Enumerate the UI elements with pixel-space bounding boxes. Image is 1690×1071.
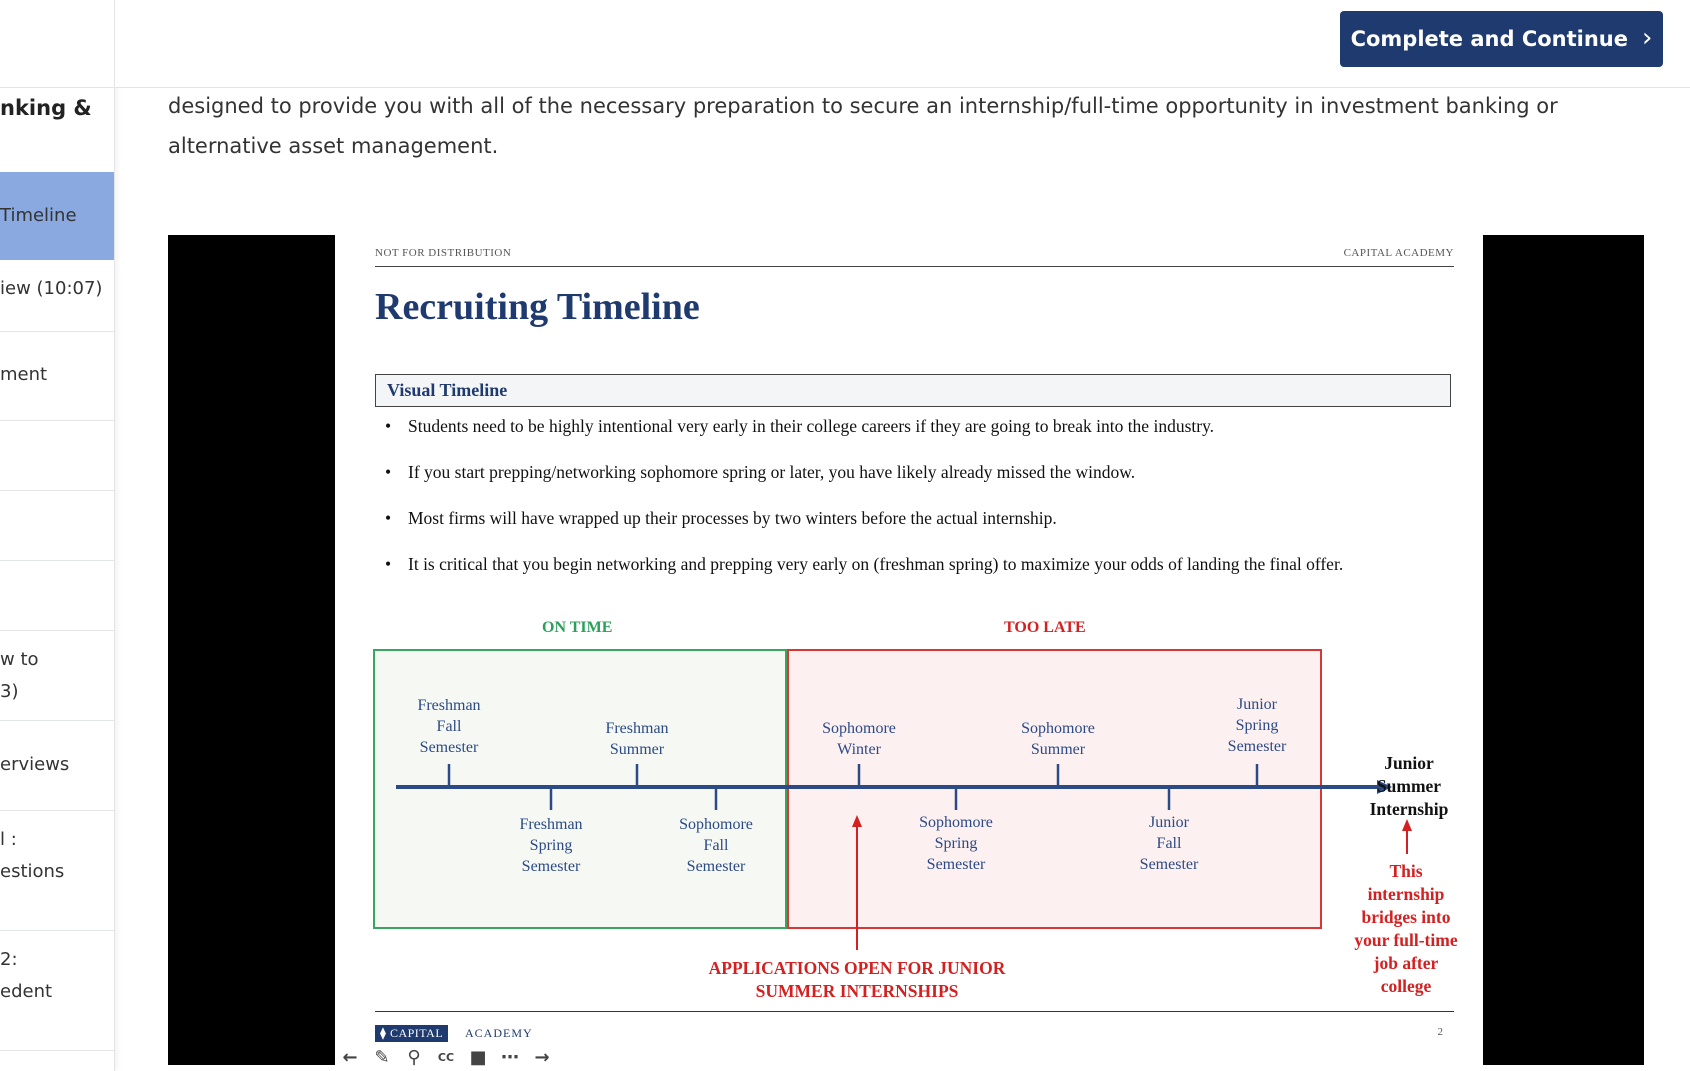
bullet-text: Students need to be highly intentional very early in their college careers if they are going to break into the industry. [408, 416, 1215, 436]
bullet-text: If you start prepping/networking sophomore spring or later, you have likely already missed the window. [408, 462, 1136, 482]
timeline-label-freshman-fall: Freshman Fall Semester [417, 697, 481, 756]
footer-divider [375, 1011, 1454, 1012]
timeline-label-sophomore-spring: Sophomore Spring Semester [919, 814, 993, 873]
sidebar-lesson-item[interactable] [0, 490, 114, 561]
slide-title: Recruiting Timeline [375, 286, 700, 328]
internship-bridge-note: This internship bridges into your full-time job after college [1354, 861, 1458, 996]
complete-and-continue-button[interactable] [1340, 11, 1663, 67]
pen-icon[interactable]: ✎ [374, 1046, 390, 1068]
slide-header-right: CAPITAL ACADEMY [1343, 247, 1454, 259]
sidebar-header [0, 0, 114, 88]
sidebar-lesson-item[interactable] [0, 630, 114, 721]
sidebar-lesson-item[interactable] [0, 810, 114, 931]
bullet-dot: • [385, 462, 392, 482]
timeline-label-junior-spring: Junior Spring Semester [1227, 696, 1287, 755]
sidebar-lesson-label: Timeline [0, 205, 77, 226]
sidebar-lesson-label: 3) [0, 681, 19, 702]
lesson-intro-text: designed to provide you with all of the necessary preparation to secure an internship/full-time opportunity in investment banking or alternative asset management. [168, 94, 1558, 158]
bullet-dot: • [385, 416, 392, 436]
footer-logo-suffix: ACADEMY [465, 1026, 533, 1040]
sidebar-lesson-item[interactable] [0, 720, 114, 811]
sidebar-lesson-label: iew (10:07) [0, 278, 103, 299]
sidebar-lesson-item[interactable] [0, 330, 114, 421]
sidebar-lesson-item[interactable] [0, 560, 114, 631]
complete-and-continue-label: Complete and Continue [1350, 27, 1628, 51]
sidebar-lesson-item[interactable] [0, 247, 114, 332]
junior-summer-internship-label: Junior Summer Internship [1369, 753, 1449, 819]
sidebar-lesson-label: l : [0, 829, 17, 850]
timeline-label-sophomore-winter: Sophomore Winter [822, 720, 896, 758]
sidebar-lesson-label: estions [0, 861, 65, 882]
applications-open-note: APPLICATIONS OPEN FOR JUNIOR SUMMER INTERNSHIPS [708, 958, 1006, 1001]
footer-logo-text: CAPITAL [389, 1026, 444, 1040]
sidebar-lesson-label: 2: [0, 949, 18, 970]
sidebar-lesson-label: w to [0, 649, 39, 670]
sidebar [0, 0, 115, 1071]
sidebar-lesson-label: ment [0, 364, 48, 385]
sidebar-lesson-item[interactable] [0, 930, 114, 1051]
more-icon[interactable]: ⋯ [501, 1046, 519, 1068]
slide-page-number: 2 [1437, 1026, 1443, 1038]
timeline-label-junior-fall: Junior Fall Semester [1139, 814, 1199, 873]
section-box-label: Visual Timeline [387, 380, 508, 400]
on-time-label: ON TIME [542, 619, 613, 636]
slide-player[interactable] [168, 235, 1644, 1068]
camera-icon[interactable]: ■ [469, 1046, 487, 1068]
bullet-text: Most firms will have wrapped up their processes by two winters before the actual internship. [408, 508, 1057, 528]
captions-icon[interactable]: CC [437, 1050, 455, 1064]
bullet-dot: • [385, 554, 392, 574]
timeline-label-freshman-summer: Freshman Summer [605, 720, 669, 758]
bullet-text: It is critical that you begin networking and prepping very early on (freshman spring) to maximize your odds of landing the final offer. [408, 554, 1344, 574]
player-controls [338, 1045, 554, 1069]
timeline-label-freshman-spring: Freshman Spring Semester [519, 816, 583, 875]
timeline-graphic [335, 235, 1483, 1065]
timeline-label-sophomore-fall: Sophomore Fall Semester [679, 816, 753, 875]
prev-slide-icon[interactable]: ← [342, 1046, 358, 1068]
bullet-dot: • [385, 508, 392, 528]
chevron-right-icon: › [1642, 22, 1653, 53]
sidebar-lesson-label: erviews [0, 754, 70, 775]
slide-header-left: NOT FOR DISTRIBUTION [375, 247, 512, 259]
footer-logo: ⧫ CAPITAL [375, 1025, 448, 1042]
course-title: nking & [0, 96, 92, 120]
applications-arrowhead [852, 815, 862, 827]
sidebar-lesson-item[interactable] [0, 420, 114, 491]
top-bar [115, 0, 1690, 88]
too-late-label: TOO LATE [1004, 619, 1086, 636]
zoom-icon[interactable]: ⚲ [407, 1046, 421, 1068]
next-slide-icon[interactable]: → [534, 1046, 550, 1068]
timeline-label-sophomore-summer: Sophomore Summer [1021, 720, 1095, 758]
sidebar-lesson-label: edent [0, 981, 53, 1002]
slide [335, 235, 1483, 1068]
